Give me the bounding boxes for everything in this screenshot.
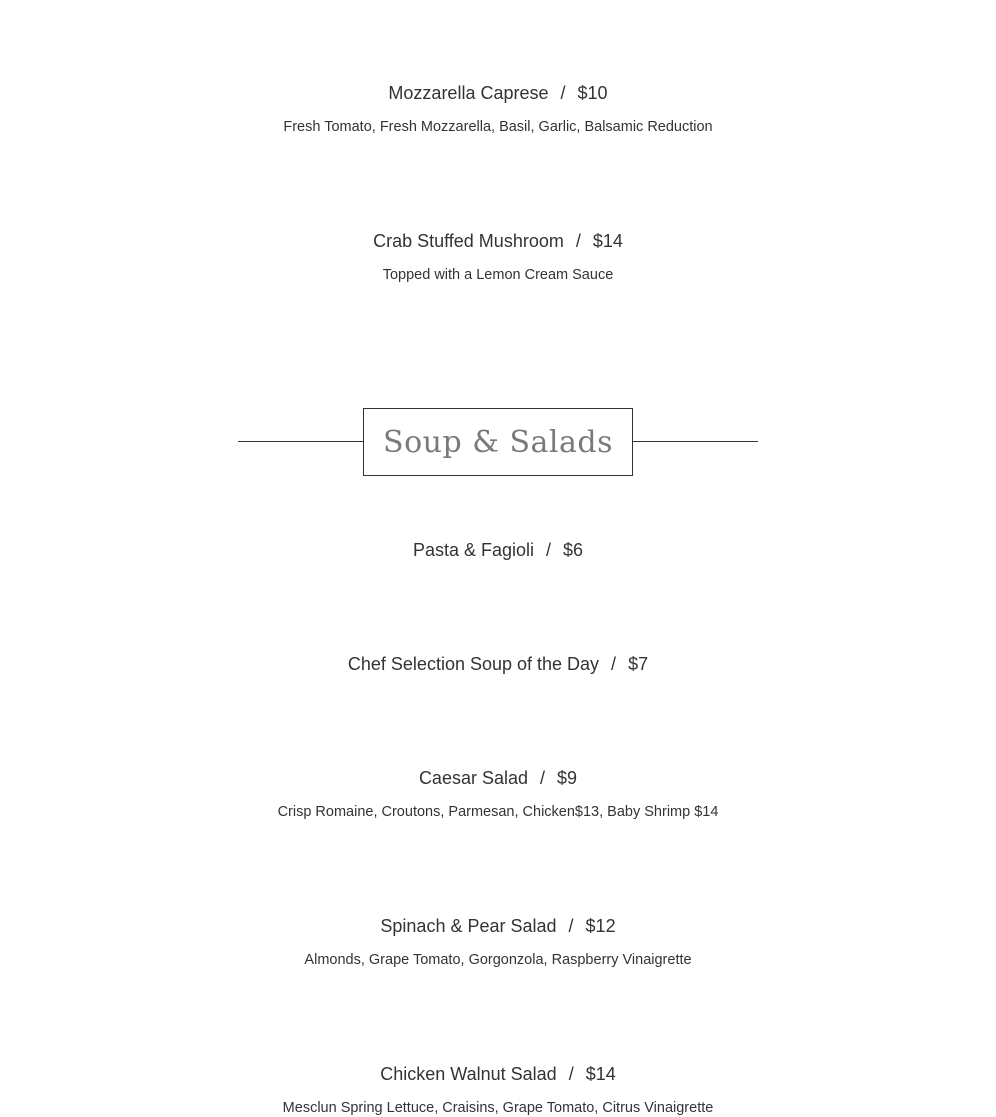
menu-item-price: $12 [585, 916, 616, 936]
menu-item-price: $10 [577, 83, 608, 103]
menu-item-price: $9 [557, 768, 578, 788]
menu-item-title [0, 767, 996, 789]
price-separator: / [540, 768, 546, 788]
menu-item-name: Chicken Walnut Salad [380, 1064, 557, 1084]
menu-item-title [0, 539, 996, 561]
menu-item-soup-of-the-day [0, 653, 996, 675]
menu-item-name: Caesar Salad [418, 768, 529, 788]
section-title: Soup & Salads [383, 424, 613, 460]
section-divider-right [633, 441, 758, 442]
section-header-soup-salads [238, 408, 758, 476]
menu-item-name: Pasta & Fagioli [412, 540, 534, 560]
price-separator: / [560, 83, 566, 103]
menu-item-name: Crab Stuffed Mushroom [373, 231, 564, 251]
menu-item-description: Mesclun Spring Lettuce, Craisins, Grape Tomato, Citrus Vinaigrette [282, 1100, 714, 1116]
price-separator: / [611, 654, 617, 674]
menu-item-title [0, 653, 996, 675]
menu-item-title [0, 915, 996, 937]
menu-item-name: Mozzarella Caprese [388, 83, 549, 103]
menu-item-mozzarella-caprese [0, 82, 996, 136]
menu-item-description: Almonds, Grape Tomato, Gorgonzola, Raspberry Vinaigrette [304, 952, 692, 968]
menu-item-title [0, 230, 996, 252]
menu-item-crab-stuffed-mushroom [0, 230, 996, 284]
menu-item-price: $6 [563, 540, 584, 560]
menu-item-description: Crisp Romaine, Croutons, Parmesan, Chicken$13, Baby Shrimp $14 [277, 804, 719, 820]
menu-item-name: Chef Selection Soup of the Day [347, 654, 600, 674]
menu-item-spinach-pear-salad [0, 915, 996, 969]
section-title-box [363, 408, 633, 476]
menu-item-price: $14 [585, 1064, 616, 1084]
section-divider-left [238, 441, 363, 442]
menu-item-caesar-salad [0, 767, 996, 821]
menu-item-title [0, 1063, 996, 1085]
price-separator: / [575, 231, 581, 251]
menu-item-pasta-fagioli [0, 539, 996, 561]
menu-item-title [0, 82, 996, 104]
price-separator: / [568, 1064, 574, 1084]
menu-item-description: Fresh Tomato, Fresh Mozzarella, Basil, Garlic, Balsamic Reduction [283, 119, 713, 135]
menu-item-description: Topped with a Lemon Cream Sauce [382, 267, 614, 283]
menu-item-chicken-walnut-salad [0, 1063, 996, 1117]
price-separator: / [546, 540, 552, 560]
price-separator: / [568, 916, 574, 936]
menu-item-price: $7 [628, 654, 649, 674]
menu-item-price: $14 [592, 231, 623, 251]
menu-item-name: Spinach & Pear Salad [380, 916, 557, 936]
